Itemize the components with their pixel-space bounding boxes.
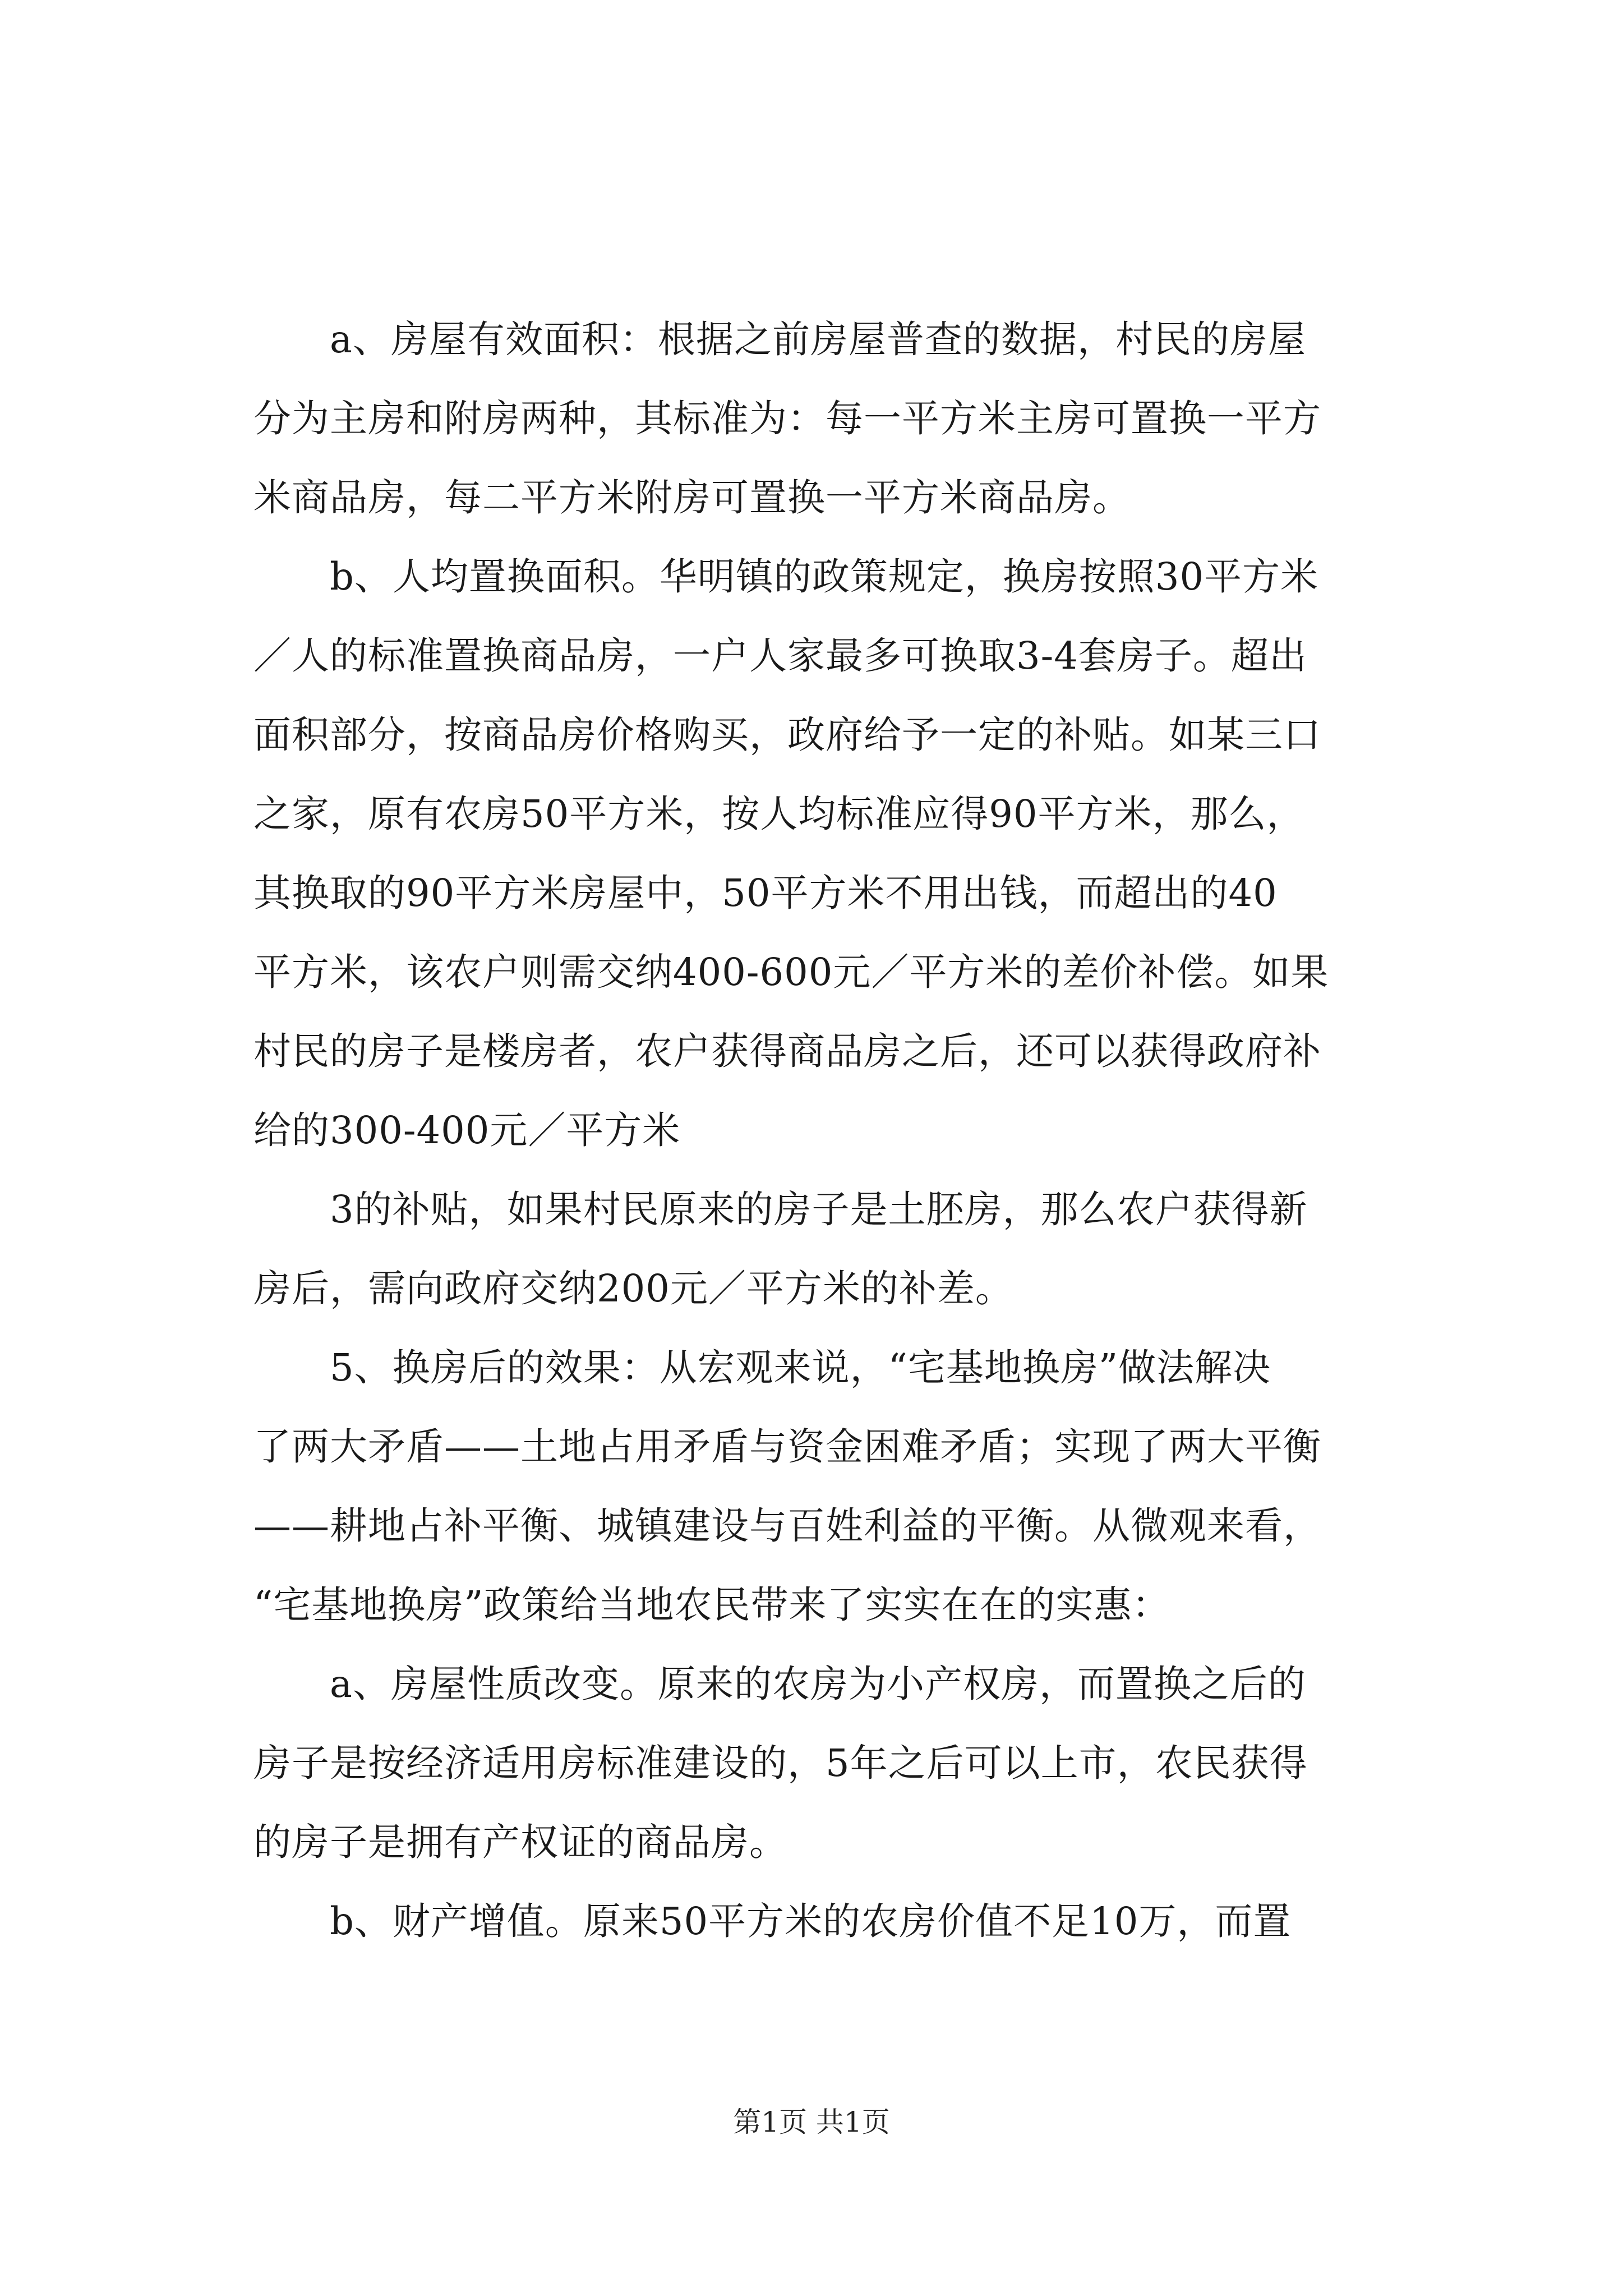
text-line: a、房屋性质改变。原来的农房为小产权房，而置换之后的 <box>253 1662 1306 1706</box>
text-line: 之家，原有农房50平方米，按人均标准应得90平方米，那么， <box>253 792 1305 836</box>
text-line: a、房屋有效面积：根据之前房屋普查的数据，村民的房屋 <box>253 318 1306 361</box>
text-line: 3的补贴，如果村民原来的房子是土胚房，那么农户获得新 <box>253 1188 1308 1231</box>
text-line: ——耕地占补平衡、城镇建设与百姓利益的平衡。从微观来看， <box>253 1504 1321 1548</box>
page-number-footer: 第1页 共1页 <box>733 2106 890 2138</box>
text-line: b、人均置换面积。华明镇的政策规定，换房按照30平方米 <box>253 555 1319 599</box>
text-line: 其换取的90平方米房屋中，50平方米不用出钱，而超出的40 <box>253 871 1278 915</box>
document-body <box>253 300 1420 1961</box>
text-line: 分为主房和附房两种，其标准为：每一平方米主房可置换一平方 <box>253 397 1321 440</box>
text-line: 的房子是拥有产权证的商品房。 <box>253 1820 787 1864</box>
text-line: 平方米，该农户则需交纳400-600元／平方米的差价补偿。如果 <box>253 950 1329 994</box>
text-line: 5、换房后的效果：从宏观来说，“宅基地换房”做法解决 <box>253 1346 1271 1389</box>
text-line: 米商品房，每二平方米附房可置换一平方米商品房。 <box>253 476 1131 519</box>
text-line: “宅基地换房”政策给当地农民带来了实实在在的实惠： <box>253 1583 1170 1627</box>
text-line: 房子是按经济适用房标准建设的，5年之后可以上市，农民获得 <box>253 1741 1308 1785</box>
text-line: 面积部分，按商品房价格购买，政府给予一定的补贴。如某三口 <box>253 713 1321 757</box>
text-line: b、财产增值。原来50平方米的农房价值不足10万，而置 <box>253 1899 1292 1943</box>
text-line: 房后，需向政府交纳200元／平方米的补差。 <box>253 1267 1013 1310</box>
text-line: 给的300-400元／平方米 <box>253 1108 681 1152</box>
text-line: ／人的标准置换商品房，一户人家最多可换取3-4套房子。超出 <box>253 634 1307 678</box>
text-line: 村民的房子是楼房者，农户获得商品房之后，还可以获得政府补 <box>253 1029 1321 1073</box>
text-line: 了两大矛盾——土地占用矛盾与资金困难矛盾；实现了两大平衡 <box>253 1425 1321 1469</box>
